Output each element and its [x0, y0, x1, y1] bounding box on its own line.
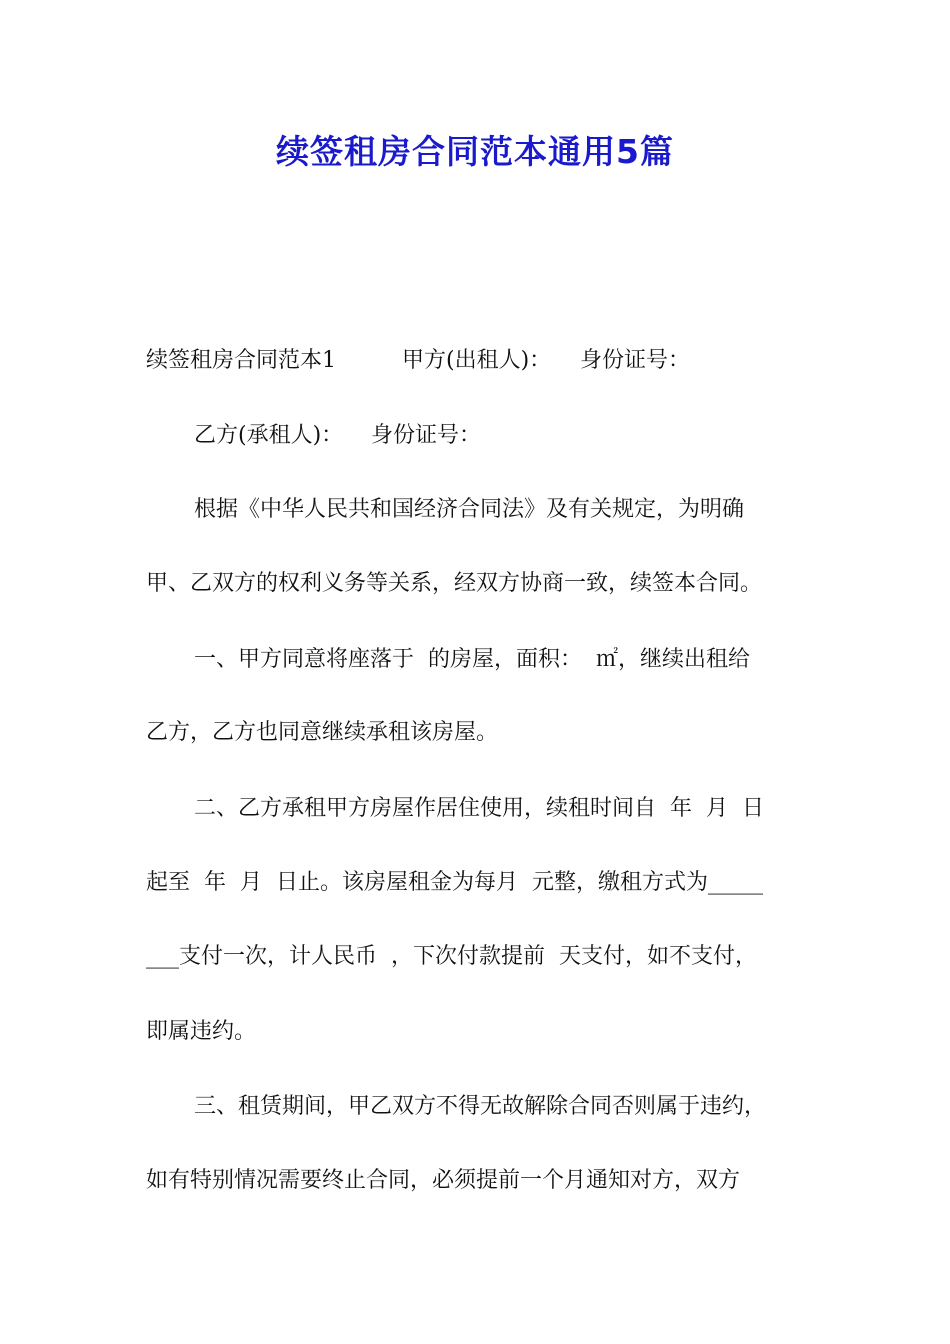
text-line-12 [0, 1165, 950, 1261]
contract-heading: 续签租房合同范本1 [146, 348, 336, 373]
paragraph-text: 乙方，乙方也同意继续承租该房屋。 [146, 720, 499, 745]
party-a-label: 甲方(出租人)： [402, 348, 552, 373]
party-b-label: 乙方(承租人)： [194, 423, 344, 448]
paragraph-text: 根据《中华人民共和国经济合同法》及有关规定，为明确 [194, 497, 745, 522]
clause-one-text: 一、甲方同意将座落于 的房屋，面积： ㎡，继续出租给 [194, 647, 750, 672]
party-b-id-label: 身份证号： [371, 423, 482, 448]
party-a-id-label: 身份证号： [580, 348, 691, 373]
paragraph-text: ___支付一次，计人民币 ，下次付款提前 天支付，如不支付， [146, 944, 757, 969]
paragraph-text: 如有特别情况需要终止合同，必须提前一个月通知对方，双方 [146, 1168, 741, 1193]
paragraph-text: 起至 年 月 日止。该房屋租金为每月 元整，缴租方式为_____ [146, 870, 763, 895]
document-title: 续签租房合同范本通用5篇 [276, 132, 674, 171]
paragraph-text: 即属违约。 [146, 1019, 257, 1044]
clause-two-text: 二、乙方承租甲方房屋作居住使用，续租时间自 年 月 日 [194, 796, 764, 821]
paragraph-text: 甲、乙双方的权利义务等关系，经双方协商一致，续签本合同。 [146, 571, 763, 596]
clause-three-text: 三、租赁期间，甲乙双方不得无故解除合同否则属于违约， [194, 1094, 767, 1119]
